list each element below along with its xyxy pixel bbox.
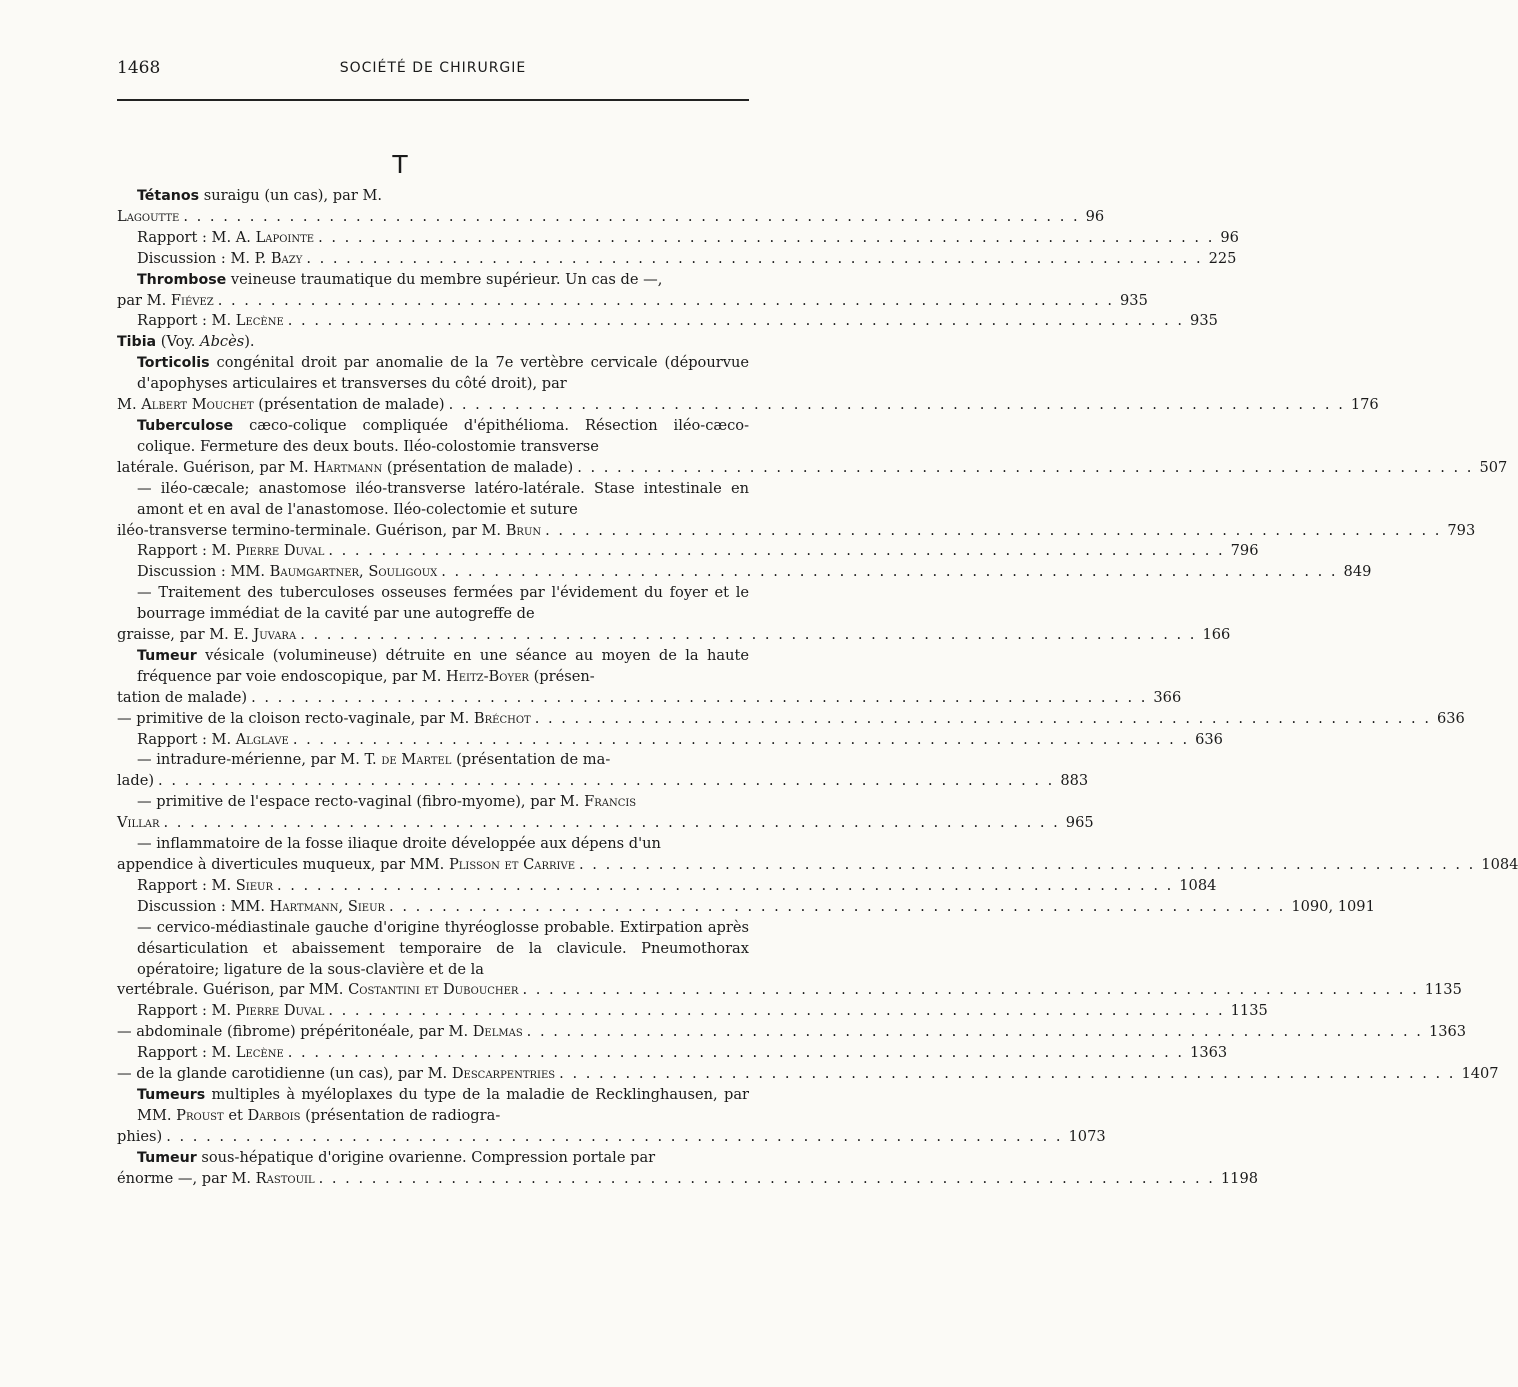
entry-body [137, 1148, 749, 1169]
index-list [117, 186, 1518, 1190]
entry-text [137, 271, 662, 288]
entry-author: Descarpentries [451, 1065, 556, 1083]
entry-heading: Tuberculose [137, 417, 234, 434]
entry-author: Delmas [472, 1023, 523, 1041]
entry-description: veineuse traumatique du membre supérieur. Un cas de —, [230, 270, 663, 288]
entry-last-line [117, 813, 1094, 834]
page-reference: 935 [1190, 312, 1218, 330]
index-entry [117, 750, 1089, 792]
leader-dots: . . . . . . . . . . . . . . . . . . . . . . . . . . . . . . . . . . . . . . . . . . . . . . . . . . . . . . . . . . . . . . . . . . . . [158, 772, 1055, 790]
entry-lead [137, 1001, 324, 1022]
entry-subheading: Rapport : M. A. [137, 228, 251, 246]
entry-last-line [117, 291, 1148, 312]
entry-subheading: Rapport : M. [137, 542, 232, 560]
entry-text [137, 647, 749, 685]
entry-author: Bréchot [473, 709, 531, 727]
entry-heading: Tétanos [137, 188, 200, 204]
entry-lead [117, 855, 576, 876]
entry-lead [137, 228, 314, 249]
entry-description: cæco-colique compliquée d'épithélioma. Résection iléo-cæco-colique. Fermeture des deux bouts. Iléo-colostomie transverse [137, 416, 750, 455]
entry-author: Lagoutte [117, 207, 180, 225]
page-reference: 965 [1065, 814, 1094, 832]
entry-author: Lapointe [255, 228, 315, 246]
entry-heading: Tibia [117, 334, 157, 351]
entry-text [137, 354, 749, 392]
page-reference: 793 [1447, 521, 1476, 539]
index-entry [117, 186, 1105, 228]
index-entry [117, 1022, 1467, 1043]
entry-author: de Martel [381, 751, 452, 769]
index-entry [117, 416, 1508, 479]
entry-last-line [117, 1022, 1467, 1043]
entry-continuation: — de la glande carotidienne (un cas), par M. [117, 1065, 448, 1083]
entry-lead [117, 709, 531, 730]
entry-continuation: lade) [117, 772, 155, 790]
header-rule [117, 99, 749, 101]
entry-continuation: vertébrale. Guérison, par MM. [117, 981, 344, 999]
entry-text [137, 1149, 655, 1166]
entry-author: Sieur [235, 876, 273, 894]
entry-continuation: tation de malade) [117, 688, 248, 706]
page-reference: 1135 [1424, 981, 1462, 999]
page-reference: 1090, 1091 [1291, 897, 1375, 915]
entry-description: sous-hépatique d'origine ovarienne. Compression portale par [201, 1148, 656, 1166]
entry-body [137, 353, 749, 395]
page-reference: 225 [1208, 249, 1237, 267]
entry-body [137, 646, 749, 688]
index-entry [117, 270, 1148, 312]
entry-subheading: Rapport : M. [137, 1044, 232, 1062]
index-entry [117, 1085, 1106, 1148]
page-reference: 96 [1220, 228, 1239, 246]
index-entry [117, 834, 1518, 876]
entry-description: vésicale (volumineuse) détruite en une séance au moyen de la haute fréquence par voie endoscopique, par M. [137, 646, 749, 685]
page-reference: 1363 [1190, 1044, 1228, 1062]
leader-dots: . . . . . . . . . . . . . . . . . . . . . . . . . . . . . . . . . . . . . . . . . . . . . . . . . . . . . . . . . . . . . . . . . . . . [183, 207, 1080, 225]
leader-dots: . . . . . . . . . . . . . . . . . . . . . . . . . . . . . . . . . . . . . . . . . . . . . . . . . . . . . . . . . . . . . . . . . . . . [287, 312, 1185, 330]
entry-body [137, 416, 749, 458]
leader-dots: . . . . . . . . . . . . . . . . . . . . . . . . . . . . . . . . . . . . . . . . . . . . . . . . . . . . . . . . . . . . . . . . . . . . [526, 1023, 1423, 1041]
leader-dots: . . . . . . . . . . . . . . . . . . . . . . . . . . . . . . . . . . . . . . . . . . . . . . . . . . . . . . . . . . . . . . . . . . . . [318, 1169, 1215, 1187]
entry-last-line [117, 458, 1508, 479]
entry-conjunction: et [228, 1106, 243, 1124]
leader-dots: . . . . . . . . . . . . . . . . . . . . . . . . . . . . . . . . . . . . . . . . . . . . . . . . . . . . . . . . . . . . . . . . . . . . [522, 981, 1419, 999]
entry-author: Pierre Duval [235, 542, 325, 560]
entry-last-line [117, 709, 1465, 730]
entry-note: (présentation de radiogra- [305, 1106, 501, 1124]
entry-author: Juvara [253, 626, 297, 644]
page-reference: 166 [1202, 626, 1231, 644]
entry-last-line [137, 897, 1375, 918]
entry-text [137, 835, 661, 852]
entry-text [137, 480, 749, 518]
leader-dots: . . . . . . . . . . . . . . . . . . . . . . . . . . . . . . . . . . . . . . . . . . . . . . . . . . . . . . . . . . . . . . . . . . . . [534, 709, 1431, 727]
entry-description: — Traitement des tuberculoses osseuses fermées par l'évidement du foyer et le bourrage immédiat de la cavité par une autogreffe de [137, 584, 749, 623]
page-reference: 507 [1479, 458, 1508, 476]
entry-continuation: M. [117, 396, 137, 414]
entry-last-line [137, 1001, 1268, 1022]
index-entry [117, 479, 1476, 542]
leader-dots: . . . . . . . . . . . . . . . . . . . . . . . . . . . . . . . . . . . . . . . . . . . . . . . . . . . . . . . . . . . . . . . . . . . . [251, 688, 1148, 706]
entry-body [137, 1085, 749, 1127]
entry-text [137, 417, 749, 455]
entry-last-line [137, 541, 1259, 562]
page-reference: 176 [1350, 396, 1379, 414]
index-entry [117, 228, 1239, 249]
entry-heading: Torticolis [137, 355, 210, 372]
page-reference: 1084 [1481, 856, 1518, 873]
leader-dots: . . . . . . . . . . . . . . . . . . . . . . . . . . . . . . . . . . . . . . . . . . . . . . . . . . . . . . . . . . . . . . . . . . . . [579, 856, 1476, 873]
entry-lead [117, 1064, 556, 1085]
entry-author: Baumgartner, Souligoux [269, 563, 438, 581]
entry-author: Costantini et Duboucher [348, 981, 519, 999]
entry-last-line [117, 1169, 1259, 1190]
index-entry [117, 1001, 1268, 1022]
entry-continuation: — abdominale (fibrome) prépéritonéale, par M. [117, 1023, 469, 1041]
entry-continuation: phies) [117, 1127, 163, 1145]
entry-subheading: Discussion : MM. [137, 563, 265, 581]
entry-heading: Tumeurs [137, 1086, 206, 1103]
section-letter: T [392, 150, 408, 179]
entry-last-line [117, 1127, 1106, 1148]
page-reference: 1198 [1220, 1169, 1259, 1187]
entry-lead [137, 541, 324, 562]
entry-author: Hartmann [313, 458, 383, 476]
entry-description: suraigu (un cas), par M. [203, 187, 383, 204]
index-entry [117, 918, 1462, 1002]
leader-dots: . . . . . . . . . . . . . . . . . . . . . . . . . . . . . . . . . . . . . . . . . . . . . . . . . . . . . . . . . . . . . . . . . . . . [292, 730, 1190, 748]
leader-dots: . . . . . . . . . . . . . . . . . . . . . . . . . . . . . . . . . . . . . . . . . . . . . . . . . . . . . . . . . . . . . . . . . . . . [448, 396, 1345, 414]
leader-dots: . . . . . . . . . . . . . . . . . . . . . . . . . . . . . . . . . . . . . . . . . . . . . . . . . . . . . . . . . . . . . . . . . . . . [389, 897, 1286, 915]
entry-continuation: latérale. Guérison, par M. [117, 458, 309, 476]
entry-lead [137, 876, 273, 897]
entry-lead [117, 813, 160, 834]
entry-body [137, 750, 749, 771]
entry-last-line [137, 311, 1218, 332]
entry-author: Albert Mouchet [141, 396, 254, 414]
entry-last-line [117, 625, 1231, 646]
entry-last-line [137, 1043, 1228, 1064]
leader-dots: . . . . . . . . . . . . . . . . . . . . . . . . . . . . . . . . . . . . . . . . . . . . . . . . . . . . . . . . . . . . . . . . . . . . [559, 1065, 1456, 1083]
entry-lead [137, 897, 385, 918]
leader-dots: . . . . . . . . . . . . . . . . . . . . . . . . . . . . . . . . . . . . . . . . . . . . . . . . . . . . . . . . . . . . . . . . . . . . [545, 521, 1442, 539]
entry-description: — primitive de l'espace recto-vaginal (fibro-myome), par M. [137, 793, 580, 811]
page-reference: 1084 [1179, 876, 1217, 894]
leader-dots: . . . . . . . . . . . . . . . . . . . . . . . . . . . . . . . . . . . . . . . . . . . . . . . . . . . . . . . . . . . . . . . . . . . . [577, 458, 1474, 476]
leader-dots: . . . . . . . . . . . . . . . . . . . . . . . . . . . . . . . . . . . . . . . . . . . . . . . . . . . . . . . . . . . . . . . . . . . . [276, 876, 1174, 894]
entry-author: Brun [505, 521, 542, 539]
index-entry [117, 876, 1217, 897]
entry-heading: Tumeur [137, 1149, 197, 1166]
entry-subheading: Discussion : M. P. [137, 249, 267, 267]
leader-dots: . . . . . . . . . . . . . . . . . . . . . . . . . . . . . . . . . . . . . . . . . . . . . . . . . . . . . . . . . . . . . . . . . . . . [217, 291, 1115, 309]
entry-lead [137, 562, 437, 583]
entry-continuation: iléo-transverse termino-terminale. Guérison, par M. [117, 521, 502, 539]
leader-dots: . . . . . . . . . . . . . . . . . . . . . . . . . . . . . . . . . . . . . . . . . . . . . . . . . . . . . . . . . . . . . . . . . . . . [300, 626, 1197, 644]
leader-dots: . . . . . . . . . . . . . . . . . . . . . . . . . . . . . . . . . . . . . . . . . . . . . . . . . . . . . . . . . . . . . . . . . . . . [166, 1127, 1063, 1145]
entry-lead [117, 291, 214, 312]
entry-author: Rastouil [255, 1169, 315, 1187]
leader-dots: . . . . . . . . . . . . . . . . . . . . . . . . . . . . . . . . . . . . . . . . . . . . . . . . . . . . . . . . . . . . . . . . . . . . [306, 249, 1203, 267]
index-entry [117, 541, 1259, 562]
entry-body [137, 792, 749, 813]
entry-author: Plisson et Carrive [448, 856, 576, 873]
entry-heading: Thrombose [137, 271, 227, 288]
index-entry [117, 1148, 1259, 1190]
entry-body [137, 918, 749, 981]
page-reference: 1135 [1230, 1002, 1268, 1020]
entry-description: — cervico-médiastinale gauche d'origine thyréoglosse probable. Extirpation après désarticulation et abaissement temporaire de la clavicule. Pneumothorax opératoire; ligature de la sous-clavière et de la [137, 918, 749, 978]
entry-description: congénital droit par anomalie de la 7e vertèbre cervicale (dépourvue d'apophyses articulaires et transverses du côté droit), par [137, 354, 750, 393]
entry-lead [137, 1043, 284, 1064]
page-reference: 1073 [1068, 1127, 1106, 1145]
entry-last-line [117, 207, 1105, 228]
page-reference: 1407 [1461, 1065, 1499, 1083]
index-entry [117, 583, 1231, 646]
index-entry [117, 1064, 1499, 1085]
entry-author: Lecène [235, 312, 284, 330]
page-reference: 636 [1195, 730, 1223, 748]
entry-text [137, 1086, 749, 1124]
entry-lead [117, 458, 574, 479]
entry-last-line [117, 980, 1462, 1001]
leader-dots: . . . . . . . . . . . . . . . . . . . . . . . . . . . . . . . . . . . . . . . . . . . . . . . . . . . . . . . . . . . . . . . . . . . . [318, 228, 1215, 246]
entry-author: Villar [117, 814, 160, 832]
entry-description: — inflammatoire de la fosse iliaque droite développée aux dépens d'un [137, 835, 661, 853]
entry-lead [117, 1127, 163, 1148]
entry-last-line [117, 771, 1089, 792]
index-entry [117, 311, 1218, 332]
index-entry [117, 249, 1237, 270]
entry-last-line [117, 855, 1518, 876]
entry-lead [117, 1022, 523, 1043]
entry-lead [117, 521, 542, 542]
entry-note: (présentation de malade) [386, 458, 574, 476]
page-reference: 849 [1343, 563, 1372, 581]
entry-lead [117, 1169, 315, 1190]
entry-lead [117, 980, 519, 1001]
running-title: SOCIÉTÉ DE CHIRURGIE [339, 60, 527, 76]
index-entry [117, 792, 1094, 834]
index-entry [117, 562, 1372, 583]
entry-text [137, 793, 636, 810]
leader-dots: . . . . . . . . . . . . . . . . . . . . . . . . . . . . . . . . . . . . . . . . . . . . . . . . . . . . . . . . . . . . . . . . . . . . [287, 1044, 1185, 1062]
entry-author: Heitz-Boyer [446, 667, 529, 685]
entry-author: Alglave [235, 730, 289, 748]
entry-lead [137, 311, 284, 332]
entry-text [137, 584, 749, 622]
entry-note: ). [244, 333, 255, 351]
leader-dots: . . . . . . . . . . . . . . . . . . . . . . . . . . . . . . . . . . . . . . . . . . . . . . . . . . . . . . . . . . . . . . . . . . . . [163, 814, 1060, 832]
entry-last-line [137, 228, 1239, 249]
page-reference: 366 [1153, 688, 1182, 706]
page-reference: 1363 [1428, 1023, 1467, 1041]
page-reference: 935 [1120, 291, 1148, 309]
entry-author: Fiévez [170, 291, 214, 309]
entry-text [137, 187, 382, 204]
entry-lead [117, 207, 180, 228]
entry-lead [137, 730, 289, 751]
entry-heading: Tumeur [137, 647, 197, 664]
entry-lead [137, 249, 302, 270]
entry-last-line [137, 876, 1217, 897]
entry-subheading: Rapport : M. [137, 312, 232, 330]
entry-continuation: graisse, par M. E. [117, 626, 249, 644]
page-reference: 883 [1060, 772, 1089, 790]
entry-author: Bazy [270, 249, 303, 267]
page-reference: 636 [1436, 709, 1465, 727]
entry-text [117, 333, 255, 350]
entry-description: (Voy. [160, 333, 196, 351]
entry-description: — iléo-cæcale; anastomose iléo-transverse latéro-latérale. Stase intestinale en amont et en aval de l'anastomose. Iléo-colectomie et suture [137, 479, 749, 518]
entry-continuation: énorme —, par M. [117, 1169, 252, 1187]
entry-author: Lecène [235, 1044, 284, 1062]
page-reference: 96 [1085, 207, 1105, 225]
index-entry [117, 646, 1182, 709]
leader-dots: . . . . . . . . . . . . . . . . . . . . . . . . . . . . . . . . . . . . . . . . . . . . . . . . . . . . . . . . . . . . . . . . . . . . [441, 563, 1338, 581]
entry-continuation: — primitive de la cloison recto-vaginale, par M. [117, 709, 470, 727]
index-entry [117, 730, 1223, 751]
index-entry [117, 332, 749, 353]
entry-author: Pierre Duval [235, 1002, 325, 1020]
entry-body [137, 479, 749, 521]
entry-author: Hartmann, Sieur [269, 897, 386, 915]
entry-lead [117, 688, 248, 709]
entry-last-line [117, 1064, 1499, 1085]
entry-subheading: Rapport : M. [137, 1002, 232, 1020]
entry-body [137, 583, 749, 625]
entry-author: Darbois [247, 1106, 301, 1124]
entry-continuation: par M. [117, 291, 167, 309]
entry-lead [117, 395, 445, 416]
entry-last-line [117, 688, 1182, 709]
leader-dots: . . . . . . . . . . . . . . . . . . . . . . . . . . . . . . . . . . . . . . . . . . . . . . . . . . . . . . . . . . . . . . . . . . . . [328, 542, 1225, 560]
index-entry [117, 1043, 1228, 1064]
index-entry [117, 709, 1465, 730]
entry-note: (présentation de malade) [258, 396, 445, 414]
leader-dots: . . . . . . . . . . . . . . . . . . . . . . . . . . . . . . . . . . . . . . . . . . . . . . . . . . . . . . . . . . . . . . . . . . . . [328, 1002, 1225, 1020]
entry-author: Proust [176, 1106, 224, 1124]
entry-see-also: Abcès [200, 333, 245, 351]
entry-body [137, 186, 749, 207]
entry-note: (présen- [533, 667, 595, 685]
index-entry [117, 897, 1375, 918]
page-number: 1468 [117, 58, 161, 78]
entry-subheading: Rapport : M. [137, 876, 232, 894]
entry-lead [117, 625, 297, 646]
entry-last-line [137, 249, 1237, 270]
entry-body [137, 270, 749, 291]
entry-last-line [137, 730, 1223, 751]
entry-subheading: Discussion : MM. [137, 897, 265, 915]
entry-last-line [137, 562, 1372, 583]
entry-description: — intradure-mérienne, par M. T. [137, 751, 377, 769]
entry-lead [117, 771, 155, 792]
page-reference: 796 [1230, 542, 1259, 560]
entry-text [137, 751, 610, 768]
entry-description: multiples à myéloplaxes du type de la maladie de Recklinghausen, par MM. [137, 1085, 749, 1124]
index-entry [117, 353, 1379, 416]
entry-continuation: appendice à diverticules muqueux, par MM. [117, 856, 445, 873]
entry-note: (présentation de ma- [456, 751, 611, 769]
entry-author: Francis [584, 793, 637, 811]
entry-body [137, 834, 749, 855]
entry-subheading: Rapport : M. [137, 730, 232, 748]
entry-text [137, 919, 749, 978]
entry-last-line [117, 395, 1379, 416]
page-header [117, 58, 749, 86]
entry-last-line [117, 521, 1476, 542]
